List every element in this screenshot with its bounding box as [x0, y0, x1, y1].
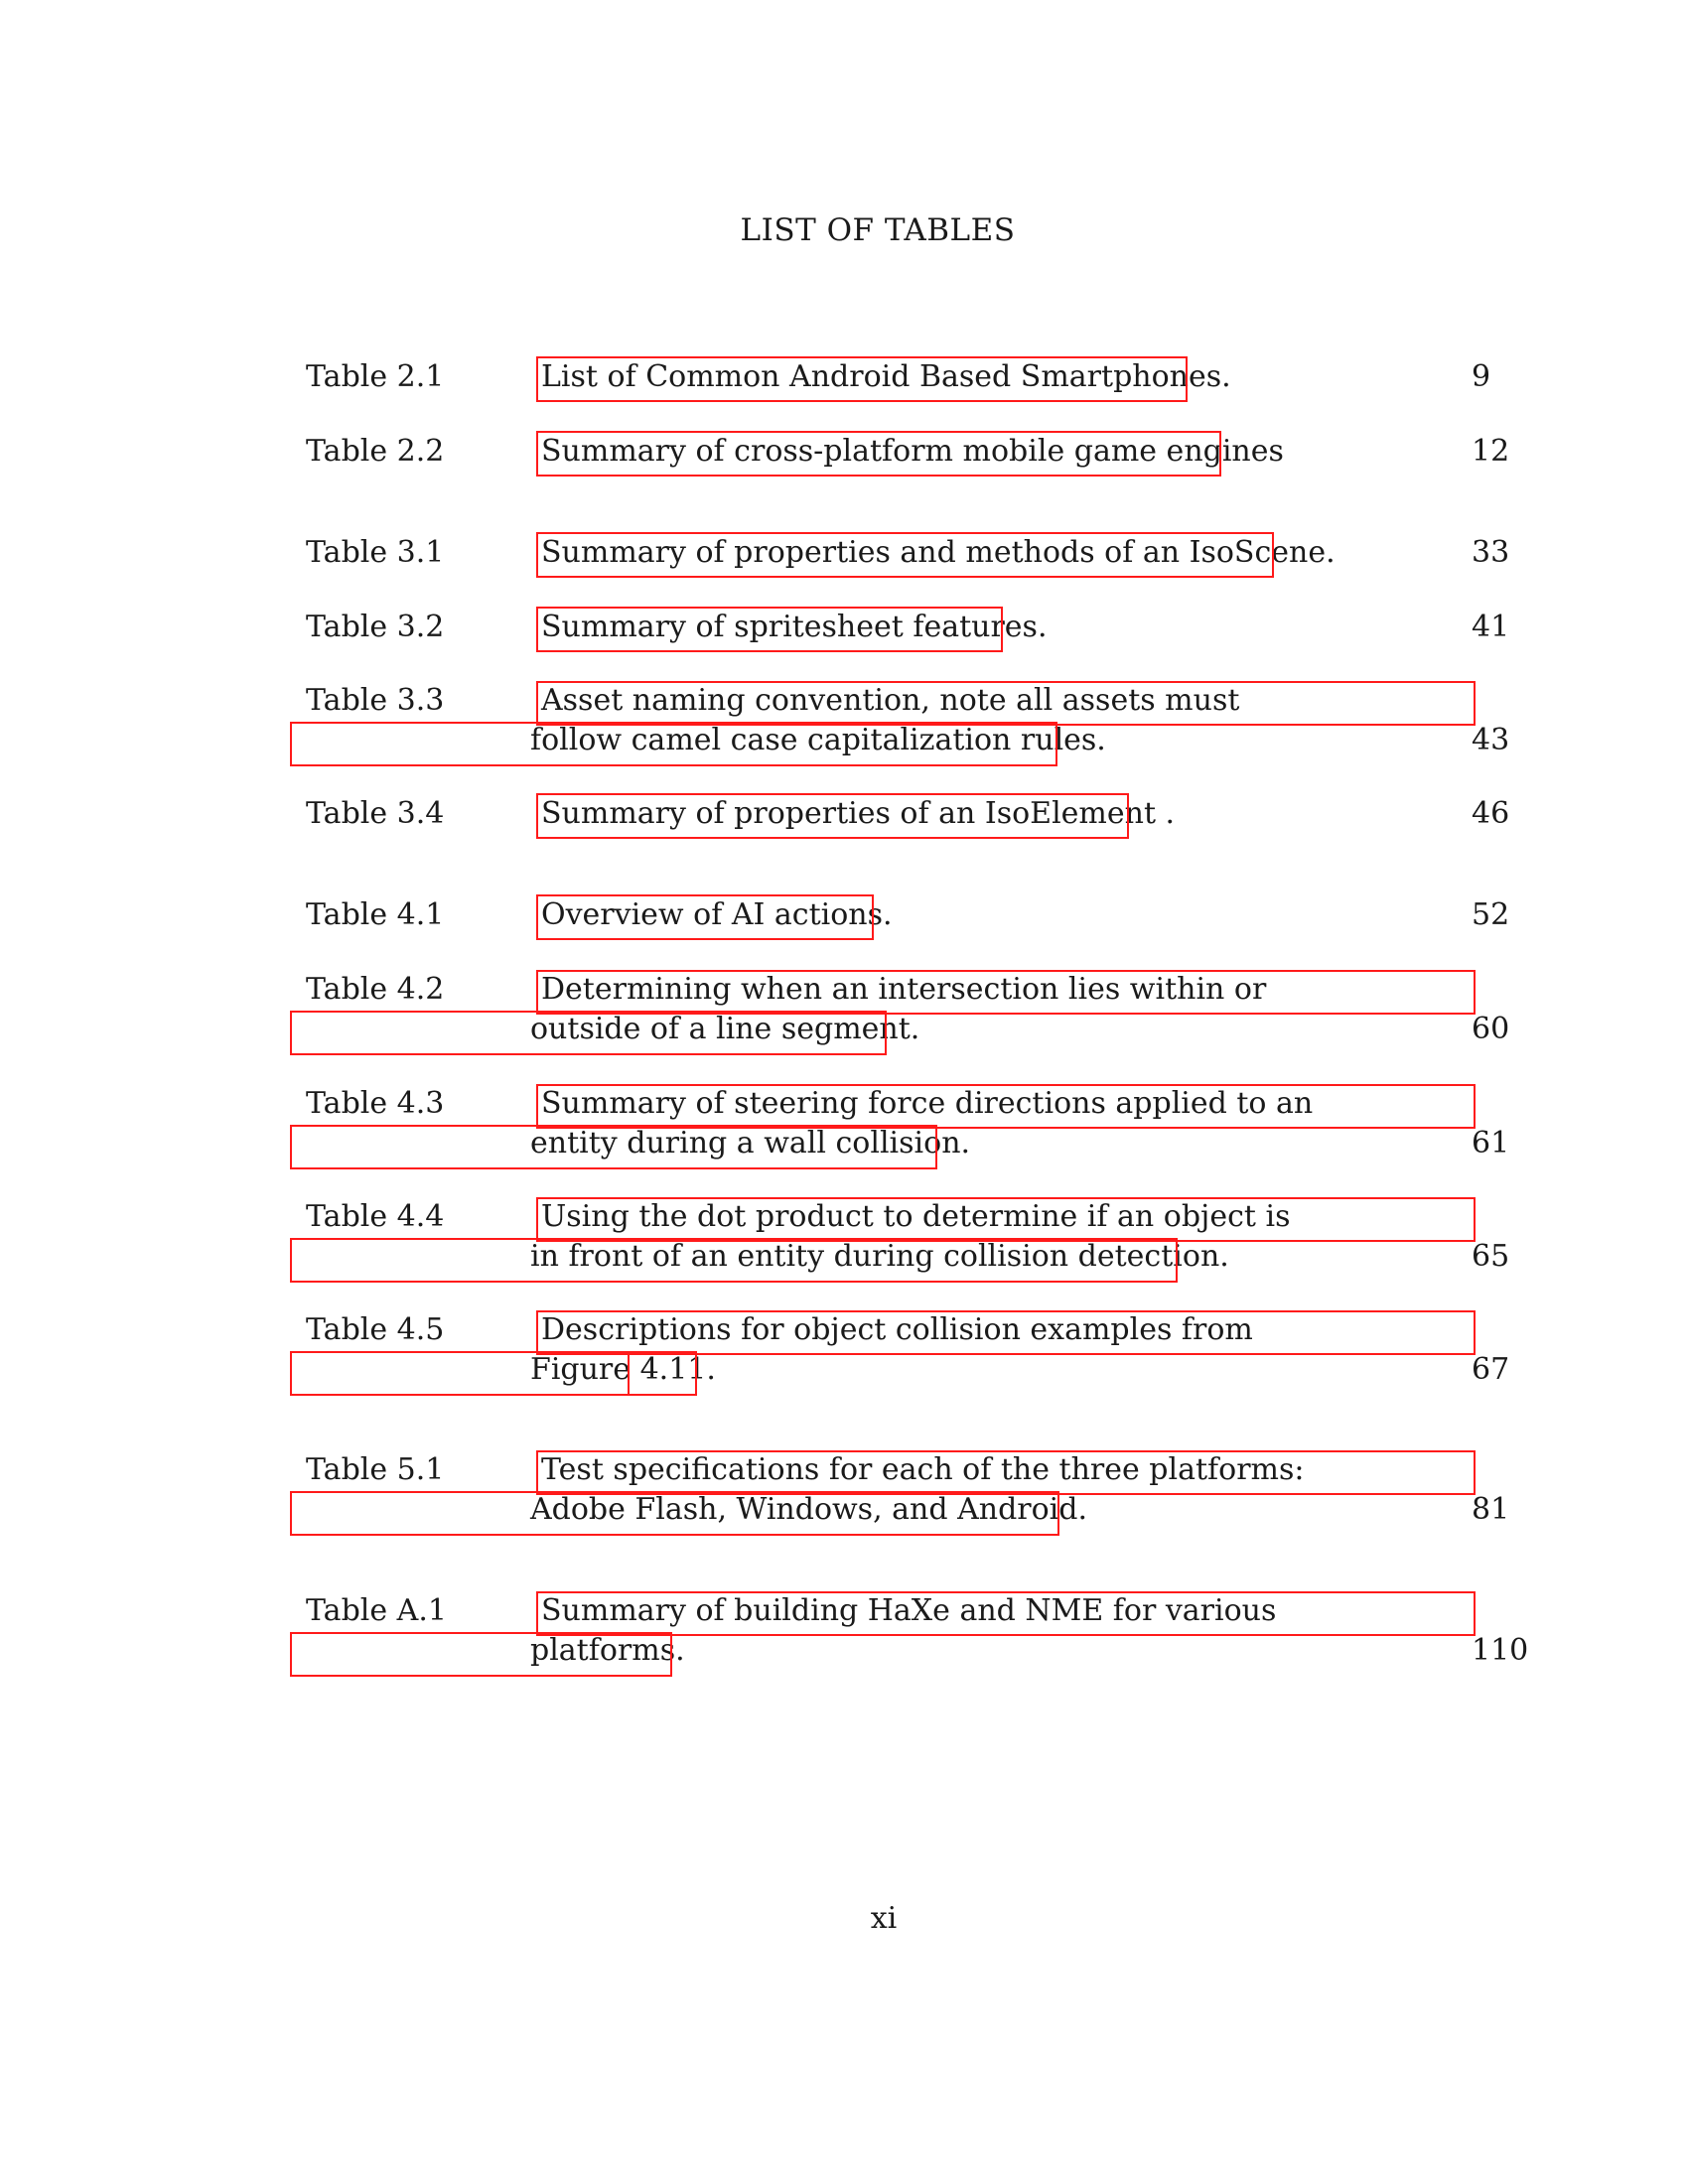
table-caption-line-2: in front of an entity during collision detection. — [530, 1239, 1229, 1274]
table-caption-line-2: outside of a line segment. — [530, 1012, 920, 1046]
table-page-number[interactable]: 110 — [1472, 1633, 1529, 1668]
table-caption-line-1: Using the dot product to determine if an object is — [541, 1199, 1291, 1234]
table-label: Table 4.4 — [306, 1199, 445, 1234]
table-page-number[interactable]: 65 — [1472, 1239, 1510, 1274]
table-caption: Summary of spritesheet features. — [541, 610, 1048, 644]
table-label: Table 5.1 — [306, 1452, 445, 1487]
table-page-number[interactable]: 12 — [1472, 434, 1510, 469]
table-caption-line-2: platforms. — [530, 1633, 685, 1668]
table-page-number[interactable]: 41 — [1472, 610, 1510, 644]
table-caption-line-2: follow camel case capitalization rules. — [530, 723, 1106, 757]
table-page-number[interactable]: 61 — [1472, 1126, 1510, 1160]
table-caption-line-1: Asset naming convention, note all assets must — [541, 683, 1240, 718]
caption-link-line-1[interactable] — [536, 970, 1476, 1015]
caption-link-line-1[interactable] — [536, 1450, 1476, 1495]
table-label: Table 3.3 — [306, 683, 445, 718]
caption-link-line-2[interactable] — [290, 1125, 937, 1169]
table-label: Table A.1 — [306, 1593, 447, 1628]
figure-reference-link[interactable] — [628, 1351, 697, 1396]
page-title: LIST OF TABLES — [740, 212, 1016, 248]
caption-link-line-1[interactable] — [536, 1197, 1476, 1242]
table-page-number[interactable]: 33 — [1472, 535, 1510, 570]
caption-link-line-1[interactable] — [536, 1084, 1476, 1129]
table-label: Table 3.1 — [306, 535, 445, 570]
caption-link-line-2[interactable] — [290, 1632, 672, 1677]
table-caption-line-2: Adobe Flash, Windows, and Android. — [530, 1492, 1088, 1527]
table-label: Table 2.1 — [306, 359, 445, 394]
table-label: Table 4.1 — [306, 897, 445, 932]
caption-link[interactable] — [536, 793, 1129, 839]
table-page-number[interactable]: 52 — [1472, 897, 1510, 932]
caption-link[interactable] — [536, 894, 874, 940]
caption-link[interactable] — [536, 431, 1221, 477]
table-label: Table 4.2 — [306, 972, 445, 1007]
table-caption-line-1: Descriptions for object collision examples from — [541, 1312, 1253, 1347]
table-caption: Summary of cross-platform mobile game engines — [541, 434, 1284, 469]
table-caption: List of Common Android Based Smartphones. — [541, 359, 1231, 394]
table-label: Table 2.2 — [306, 434, 445, 469]
caption-link-line-2[interactable] — [290, 1491, 1059, 1536]
table-page-number[interactable]: 46 — [1472, 796, 1510, 831]
caption-link[interactable] — [536, 532, 1274, 578]
table-caption-line-1: Determining when an intersection lies within or — [541, 972, 1267, 1007]
table-caption: Overview of AI actions. — [541, 897, 893, 932]
caption-link[interactable] — [536, 356, 1188, 402]
table-caption-line-2: entity during a wall collision. — [530, 1126, 971, 1160]
table-caption: Summary of properties and methods of an IsoScene. — [541, 535, 1336, 570]
caption-link-line-2[interactable] — [290, 1011, 887, 1055]
table-label: Table 4.5 — [306, 1312, 445, 1347]
caption-link-line-1[interactable] — [536, 1310, 1476, 1355]
table-label: Table 3.4 — [306, 796, 445, 831]
table-label: Table 4.3 — [306, 1086, 445, 1121]
table-label: Table 3.2 — [306, 610, 445, 644]
caption-link-line-2[interactable] — [290, 722, 1057, 766]
table-page-number[interactable]: 60 — [1472, 1012, 1510, 1046]
table-page-number[interactable]: 43 — [1472, 723, 1510, 757]
caption-link-line-1[interactable] — [536, 1591, 1476, 1636]
table-caption-line-1: Summary of steering force directions applied to an — [541, 1086, 1314, 1121]
table-caption-line-1: Summary of building HaXe and NME for various — [541, 1593, 1277, 1628]
table-page-number[interactable]: 9 — [1472, 359, 1491, 394]
table-caption-line-1: Test specifications for each of the three platforms: — [541, 1452, 1305, 1487]
table-caption-line-2: Figure 4.11. — [530, 1352, 716, 1387]
table-page-number[interactable]: 67 — [1472, 1352, 1510, 1387]
page-number: xi — [870, 1901, 898, 1936]
caption-link[interactable] — [536, 607, 1003, 652]
table-page-number[interactable]: 81 — [1472, 1492, 1510, 1527]
caption-link-line-2[interactable] — [290, 1238, 1178, 1283]
table-caption: Summary of properties of an IsoElement . — [541, 796, 1176, 831]
caption-link-line-1[interactable] — [536, 681, 1476, 726]
